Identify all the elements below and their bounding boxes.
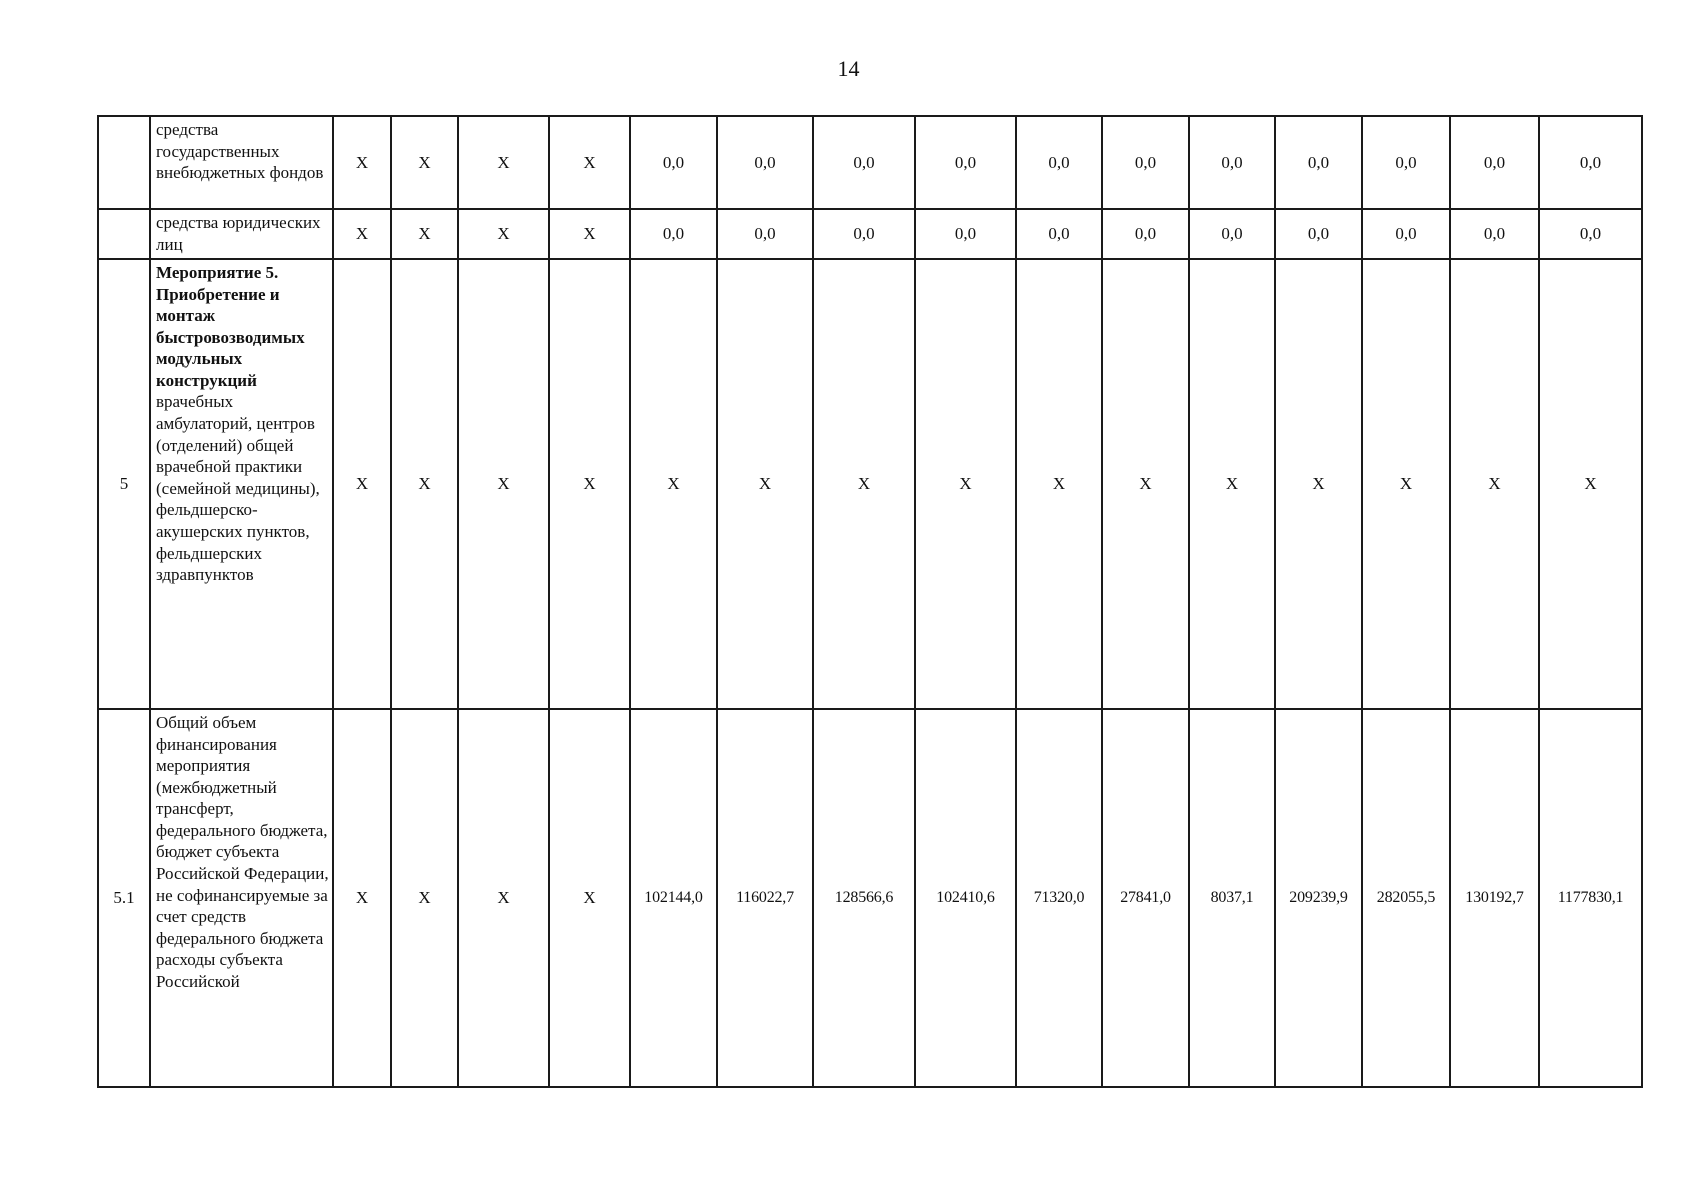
- table-cell: 27841,0: [1102, 709, 1189, 1087]
- table-cell: X: [813, 259, 915, 709]
- table-cell: 0,0: [1189, 116, 1275, 209]
- table-cell: X: [1362, 259, 1450, 709]
- table-cell: 0,0: [813, 116, 915, 209]
- measure-title: Мероприятие 5. Приобретение и монтаж быстровозводимых модульных конструкций: [156, 263, 305, 390]
- table-cell: 0,0: [1450, 116, 1539, 209]
- table-cell: 0,0: [1362, 209, 1450, 259]
- table-row: [98, 709, 1642, 1087]
- table-cell: 130192,7: [1450, 709, 1539, 1087]
- table-cell: 1177830,1: [1539, 709, 1642, 1087]
- table-cell: X: [458, 709, 549, 1087]
- table-cell: X: [333, 259, 391, 709]
- table-cell: 116022,7: [717, 709, 813, 1087]
- table-cell: X: [1450, 259, 1539, 709]
- row-description: [150, 209, 333, 259]
- table-row: [98, 116, 1642, 209]
- table-cell: X: [1275, 259, 1362, 709]
- table-cell: 8037,1: [1189, 709, 1275, 1087]
- row-description: [150, 116, 333, 209]
- table-cell: X: [391, 709, 458, 1087]
- table-cell: 102410,6: [915, 709, 1016, 1087]
- description-text: средства юридических лиц: [156, 213, 321, 254]
- table-cell: X: [333, 709, 391, 1087]
- table-cell: X: [333, 209, 391, 259]
- table-cell: 0,0: [1539, 209, 1642, 259]
- row-number: 5: [98, 259, 150, 709]
- table-cell: X: [391, 209, 458, 259]
- table-cell: 209239,9: [1275, 709, 1362, 1087]
- table-cell: X: [549, 209, 630, 259]
- row-description: [150, 709, 333, 1087]
- table-cell: X: [1189, 259, 1275, 709]
- table-row: [98, 259, 1642, 709]
- description-text: врачебных амбулаторий, центров (отделений) общей врачебной практики (семейной медицины), фельдшерско-акушерских пунктов, фельдшерских здравпунктов: [156, 392, 320, 585]
- table-cell: 0,0: [630, 209, 717, 259]
- table-cell: X: [333, 116, 391, 209]
- table-cell: 128566,6: [813, 709, 915, 1087]
- row-description: [150, 259, 333, 709]
- row-number: [98, 209, 150, 259]
- table-cell: X: [1102, 259, 1189, 709]
- table-cell: 0,0: [915, 209, 1016, 259]
- table-cell: 0,0: [1016, 209, 1102, 259]
- table-cell: 0,0: [1275, 116, 1362, 209]
- table-cell: 0,0: [1016, 116, 1102, 209]
- table-cell: 0,0: [717, 209, 813, 259]
- page-number: 14: [837, 56, 860, 81]
- table-cell: X: [549, 116, 630, 209]
- table-cell: 0,0: [915, 116, 1016, 209]
- table-cell: 0,0: [813, 209, 915, 259]
- table-cell: X: [549, 259, 630, 709]
- table-row: [98, 209, 1642, 259]
- financing-table: [97, 115, 1643, 1088]
- table-cell: X: [391, 116, 458, 209]
- row-number: 5.1: [98, 709, 150, 1087]
- table-cell: X: [717, 259, 813, 709]
- table-cell: 0,0: [1102, 209, 1189, 259]
- table-cell: 282055,5: [1362, 709, 1450, 1087]
- table-cell: 102144,0: [630, 709, 717, 1087]
- table-cell: X: [1539, 259, 1642, 709]
- table-cell: X: [391, 259, 458, 709]
- table-cell: 71320,0: [1016, 709, 1102, 1087]
- table-cell: 0,0: [717, 116, 813, 209]
- table-cell: X: [1016, 259, 1102, 709]
- table-cell: 0,0: [630, 116, 717, 209]
- table-cell: X: [630, 259, 717, 709]
- table-cell: X: [458, 116, 549, 209]
- table-cell: 0,0: [1275, 209, 1362, 259]
- table-cell: 0,0: [1450, 209, 1539, 259]
- table-cell: 0,0: [1362, 116, 1450, 209]
- table-cell: X: [549, 709, 630, 1087]
- table-cell: X: [915, 259, 1016, 709]
- description-text: средства государственных внебюджетных фондов: [156, 120, 324, 183]
- table-cell: 0,0: [1102, 116, 1189, 209]
- table-cell: X: [458, 259, 549, 709]
- description-text: Общий объем финансирования мероприятия (межбюджетный трансферт, федерального бюджета, бюджет субъекта Российской Федерации, не софинансируемые за счет средств федерального бюджета расходы субъекта Российской: [156, 713, 329, 991]
- row-number: [98, 116, 150, 209]
- table-cell: 0,0: [1189, 209, 1275, 259]
- table-cell: X: [458, 209, 549, 259]
- table-cell: 0,0: [1539, 116, 1642, 209]
